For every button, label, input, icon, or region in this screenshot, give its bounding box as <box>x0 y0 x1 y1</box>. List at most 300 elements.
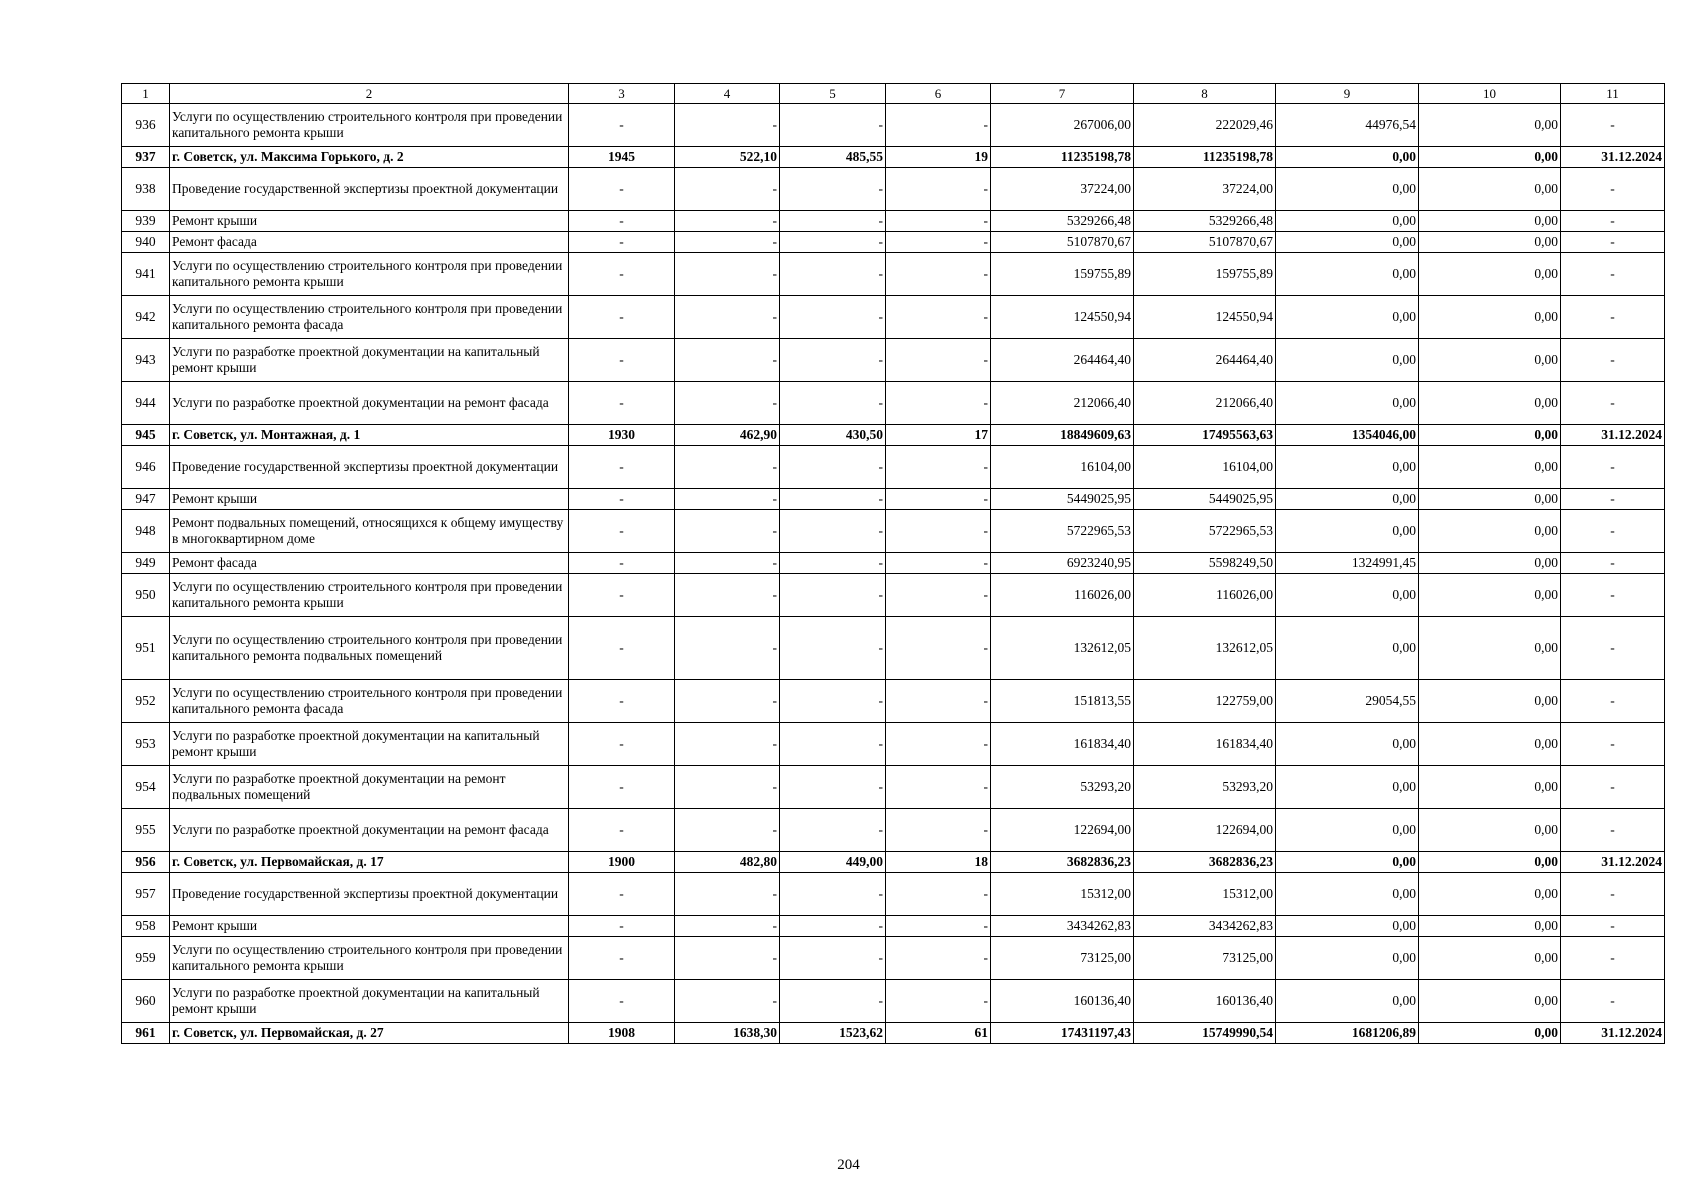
table-row <box>122 723 1665 766</box>
cell-col-3: - <box>569 104 675 147</box>
cell-col-4: - <box>675 253 780 296</box>
cell-col-7: 267006,00 <box>991 104 1134 147</box>
cell-col-4: - <box>675 168 780 211</box>
row-number: 954 <box>122 766 170 809</box>
cell-col-6: - <box>886 553 991 574</box>
table-row <box>122 382 1665 425</box>
work-description: Услуги по разработке проектной документации на капитальный ремонт крыши <box>170 723 569 766</box>
work-description: Услуги по осуществлению строительного контроля при проведении капитального ремонта крыши <box>170 253 569 296</box>
row-number: 959 <box>122 937 170 980</box>
cell-col-11: - <box>1561 873 1665 916</box>
work-description: Ремонт фасада <box>170 553 569 574</box>
cell-col-9: 0,00 <box>1276 232 1419 253</box>
cell-col-5: - <box>780 382 886 425</box>
table-row <box>122 510 1665 553</box>
cell-col-6: - <box>886 296 991 339</box>
cell-col-4: - <box>675 553 780 574</box>
cell-col-6: 61 <box>886 1023 991 1044</box>
cell-col-5: - <box>780 510 886 553</box>
work-description: Услуги по осуществлению строительного контроля при проведении капитального ремонта фасада <box>170 296 569 339</box>
cell-col-10: 0,00 <box>1419 617 1561 680</box>
cell-col-3: - <box>569 296 675 339</box>
table-row <box>122 617 1665 680</box>
row-number: 953 <box>122 723 170 766</box>
cell-col-4: - <box>675 339 780 382</box>
cell-col-8: 116026,00 <box>1134 574 1276 617</box>
row-number: 941 <box>122 253 170 296</box>
cell-col-6: - <box>886 211 991 232</box>
cell-col-4: - <box>675 766 780 809</box>
data-table <box>121 83 1665 1044</box>
cell-col-10: 0,00 <box>1419 937 1561 980</box>
cell-col-9: 0,00 <box>1276 489 1419 510</box>
cell-col-4: - <box>675 446 780 489</box>
cell-col-3: - <box>569 574 675 617</box>
address-row <box>122 852 1665 873</box>
cell-col-9: 0,00 <box>1276 617 1419 680</box>
work-description: Услуги по осуществлению строительного контроля при проведении капитального ремонта крыши <box>170 937 569 980</box>
cell-col-5: - <box>780 339 886 382</box>
row-number: 952 <box>122 680 170 723</box>
cell-col-9: 1324991,45 <box>1276 553 1419 574</box>
cell-col-5: 430,50 <box>780 425 886 446</box>
work-description: Ремонт фасада <box>170 232 569 253</box>
cell-col-5: - <box>780 680 886 723</box>
cell-col-5: - <box>780 296 886 339</box>
column-header: 6 <box>886 84 991 104</box>
cell-col-5: - <box>780 574 886 617</box>
cell-col-11: 31.12.2024 <box>1561 147 1665 168</box>
cell-col-5: - <box>780 489 886 510</box>
cell-col-3: - <box>569 937 675 980</box>
cell-col-3: - <box>569 873 675 916</box>
row-number: 961 <box>122 1023 170 1044</box>
cell-col-3: - <box>569 382 675 425</box>
cell-col-11: - <box>1561 446 1665 489</box>
cell-col-11: - <box>1561 253 1665 296</box>
cell-col-11: - <box>1561 574 1665 617</box>
cell-col-7: 116026,00 <box>991 574 1134 617</box>
work-description: Услуги по разработке проектной документации на ремонт фасада <box>170 382 569 425</box>
work-description: Услуги по осуществлению строительного контроля при проведении капитального ремонта фасада <box>170 680 569 723</box>
cell-col-7: 5107870,67 <box>991 232 1134 253</box>
cell-col-6: - <box>886 723 991 766</box>
cell-col-8: 73125,00 <box>1134 937 1276 980</box>
cell-col-7: 151813,55 <box>991 680 1134 723</box>
cell-col-7: 5449025,95 <box>991 489 1134 510</box>
cell-col-11: 31.12.2024 <box>1561 425 1665 446</box>
work-description: Проведение государственной экспертизы проектной документации <box>170 168 569 211</box>
cell-col-7: 5722965,53 <box>991 510 1134 553</box>
cell-col-9: 44976,54 <box>1276 104 1419 147</box>
cell-col-8: 264464,40 <box>1134 339 1276 382</box>
row-number: 948 <box>122 510 170 553</box>
cell-col-11: - <box>1561 489 1665 510</box>
cell-col-4: - <box>675 211 780 232</box>
cell-col-10: 0,00 <box>1419 296 1561 339</box>
work-description: Услуги по осуществлению строительного контроля при проведении капитального ремонта подвальных помещений <box>170 617 569 680</box>
cell-col-6: - <box>886 809 991 852</box>
cell-col-3: - <box>569 680 675 723</box>
cell-col-9: 0,00 <box>1276 723 1419 766</box>
cell-col-4: - <box>675 104 780 147</box>
work-description: Ремонт крыши <box>170 916 569 937</box>
cell-col-6: - <box>886 104 991 147</box>
work-description: Услуги по осуществлению строительного контроля при проведении капитального ремонта крыши <box>170 104 569 147</box>
cell-col-8: 17495563,63 <box>1134 425 1276 446</box>
cell-col-3: 1930 <box>569 425 675 446</box>
cell-col-10: 0,00 <box>1419 766 1561 809</box>
cell-col-3: - <box>569 211 675 232</box>
cell-col-3: - <box>569 339 675 382</box>
cell-col-8: 15749990,54 <box>1134 1023 1276 1044</box>
cell-col-9: 0,00 <box>1276 382 1419 425</box>
cell-col-5: - <box>780 937 886 980</box>
work-description: Услуги по разработке проектной документации на ремонт фасада <box>170 809 569 852</box>
row-number: 944 <box>122 382 170 425</box>
cell-col-8: 5449025,95 <box>1134 489 1276 510</box>
cell-col-8: 5722965,53 <box>1134 510 1276 553</box>
cell-col-4: - <box>675 680 780 723</box>
cell-col-11: - <box>1561 211 1665 232</box>
cell-col-10: 0,00 <box>1419 680 1561 723</box>
work-description: Услуги по разработке проектной документации на капитальный ремонт крыши <box>170 980 569 1023</box>
cell-col-9: 0,00 <box>1276 873 1419 916</box>
table-row <box>122 296 1665 339</box>
cell-col-4: - <box>675 809 780 852</box>
cell-col-3: 1908 <box>569 1023 675 1044</box>
work-description: г. Советск, ул. Монтажная, д. 1 <box>170 425 569 446</box>
cell-col-7: 73125,00 <box>991 937 1134 980</box>
cell-col-4: - <box>675 916 780 937</box>
cell-col-7: 124550,94 <box>991 296 1134 339</box>
cell-col-6: - <box>886 168 991 211</box>
cell-col-6: - <box>886 339 991 382</box>
cell-col-10: 0,00 <box>1419 382 1561 425</box>
column-header: 9 <box>1276 84 1419 104</box>
cell-col-10: 0,00 <box>1419 446 1561 489</box>
cell-col-4: - <box>675 489 780 510</box>
cell-col-9: 0,00 <box>1276 916 1419 937</box>
cell-col-3: - <box>569 723 675 766</box>
cell-col-5: 1523,62 <box>780 1023 886 1044</box>
row-number: 947 <box>122 489 170 510</box>
table-row <box>122 916 1665 937</box>
cell-col-7: 160136,40 <box>991 980 1134 1023</box>
cell-col-8: 124550,94 <box>1134 296 1276 339</box>
cell-col-7: 3682836,23 <box>991 852 1134 873</box>
table-row <box>122 809 1665 852</box>
row-number: 958 <box>122 916 170 937</box>
cell-col-6: - <box>886 489 991 510</box>
cell-col-5: - <box>780 809 886 852</box>
column-header: 1 <box>122 84 170 104</box>
address-row <box>122 425 1665 446</box>
column-number-header-row <box>122 84 1665 104</box>
cell-col-7: 122694,00 <box>991 809 1134 852</box>
cell-col-9: 0,00 <box>1276 253 1419 296</box>
cell-col-4: - <box>675 510 780 553</box>
cell-col-9: 0,00 <box>1276 296 1419 339</box>
cell-col-10: 0,00 <box>1419 510 1561 553</box>
cell-col-4: - <box>675 937 780 980</box>
cell-col-5: 485,55 <box>780 147 886 168</box>
work-description: г. Советск, ул. Максима Горького, д. 2 <box>170 147 569 168</box>
cell-col-6: - <box>886 574 991 617</box>
table-row <box>122 489 1665 510</box>
cell-col-3: - <box>569 446 675 489</box>
cell-col-8: 53293,20 <box>1134 766 1276 809</box>
row-number: 946 <box>122 446 170 489</box>
cell-col-7: 6923240,95 <box>991 553 1134 574</box>
cell-col-10: 0,00 <box>1419 723 1561 766</box>
table-body <box>122 84 1665 1044</box>
address-row <box>122 1023 1665 1044</box>
column-header: 5 <box>780 84 886 104</box>
cell-col-9: 0,00 <box>1276 147 1419 168</box>
page-number: 204 <box>837 1157 860 1173</box>
cell-col-3: - <box>569 253 675 296</box>
cell-col-4: 462,90 <box>675 425 780 446</box>
cell-col-5: - <box>780 168 886 211</box>
cell-col-11: - <box>1561 916 1665 937</box>
cell-col-11: - <box>1561 553 1665 574</box>
cell-col-9: 0,00 <box>1276 852 1419 873</box>
cell-col-10: 0,00 <box>1419 1023 1561 1044</box>
work-description: Проведение государственной экспертизы проектной документации <box>170 446 569 489</box>
cell-col-10: 0,00 <box>1419 574 1561 617</box>
row-number: 936 <box>122 104 170 147</box>
cell-col-4: 482,80 <box>675 852 780 873</box>
cell-col-7: 18849609,63 <box>991 425 1134 446</box>
cell-col-8: 5107870,67 <box>1134 232 1276 253</box>
cell-col-10: 0,00 <box>1419 873 1561 916</box>
cell-col-10: 0,00 <box>1419 852 1561 873</box>
cell-col-6: - <box>886 873 991 916</box>
column-header: 8 <box>1134 84 1276 104</box>
cell-col-9: 0,00 <box>1276 168 1419 211</box>
cell-col-4: - <box>675 873 780 916</box>
cell-col-3: - <box>569 617 675 680</box>
cell-col-11: - <box>1561 168 1665 211</box>
row-number: 955 <box>122 809 170 852</box>
cell-col-3: - <box>569 766 675 809</box>
cell-col-9: 0,00 <box>1276 446 1419 489</box>
cell-col-3: - <box>569 553 675 574</box>
cell-col-5: - <box>780 980 886 1023</box>
column-header: 7 <box>991 84 1134 104</box>
cell-col-5: - <box>780 916 886 937</box>
row-number: 938 <box>122 168 170 211</box>
row-number: 939 <box>122 211 170 232</box>
cell-col-9: 0,00 <box>1276 766 1419 809</box>
cell-col-6: - <box>886 446 991 489</box>
cell-col-10: 0,00 <box>1419 104 1561 147</box>
cell-col-8: 212066,40 <box>1134 382 1276 425</box>
table-row <box>122 680 1665 723</box>
cell-col-6: 18 <box>886 852 991 873</box>
cell-col-3: - <box>569 809 675 852</box>
cell-col-8: 122694,00 <box>1134 809 1276 852</box>
cell-col-9: 0,00 <box>1276 574 1419 617</box>
row-number: 960 <box>122 980 170 1023</box>
cell-col-10: 0,00 <box>1419 980 1561 1023</box>
cell-col-3: - <box>569 232 675 253</box>
table-row <box>122 339 1665 382</box>
cell-col-11: 31.12.2024 <box>1561 1023 1665 1044</box>
cell-col-8: 37224,00 <box>1134 168 1276 211</box>
cell-col-11: - <box>1561 296 1665 339</box>
cell-col-10: 0,00 <box>1419 916 1561 937</box>
cell-col-5: - <box>780 553 886 574</box>
cell-col-6: 19 <box>886 147 991 168</box>
cell-col-7: 132612,05 <box>991 617 1134 680</box>
cell-col-8: 132612,05 <box>1134 617 1276 680</box>
table-row <box>122 980 1665 1023</box>
cell-col-8: 5598249,50 <box>1134 553 1276 574</box>
table-row <box>122 232 1665 253</box>
cell-col-10: 0,00 <box>1419 232 1561 253</box>
table-row <box>122 937 1665 980</box>
cell-col-11: - <box>1561 766 1665 809</box>
cell-col-11: - <box>1561 680 1665 723</box>
cell-col-4: - <box>675 296 780 339</box>
cell-col-10: 0,00 <box>1419 253 1561 296</box>
column-header: 3 <box>569 84 675 104</box>
table-row <box>122 104 1665 147</box>
cell-col-9: 0,00 <box>1276 510 1419 553</box>
cell-col-7: 212066,40 <box>991 382 1134 425</box>
cell-col-4: - <box>675 980 780 1023</box>
cell-col-5: - <box>780 873 886 916</box>
cell-col-4: - <box>675 574 780 617</box>
cell-col-9: 0,00 <box>1276 937 1419 980</box>
cell-col-9: 0,00 <box>1276 809 1419 852</box>
cell-col-10: 0,00 <box>1419 147 1561 168</box>
work-description: Ремонт крыши <box>170 489 569 510</box>
cell-col-8: 16104,00 <box>1134 446 1276 489</box>
cell-col-7: 3434262,83 <box>991 916 1134 937</box>
cell-col-9: 0,00 <box>1276 980 1419 1023</box>
cell-col-9: 1354046,00 <box>1276 425 1419 446</box>
cell-col-5: - <box>780 211 886 232</box>
cell-col-6: - <box>886 617 991 680</box>
cell-col-3: - <box>569 916 675 937</box>
table-row <box>122 873 1665 916</box>
cell-col-5: - <box>780 104 886 147</box>
row-number: 950 <box>122 574 170 617</box>
work-description: Ремонт подвальных помещений, относящихся к общему имуществу в многоквартирном доме <box>170 510 569 553</box>
cell-col-8: 3682836,23 <box>1134 852 1276 873</box>
cell-col-6: - <box>886 253 991 296</box>
cell-col-8: 161834,40 <box>1134 723 1276 766</box>
cell-col-5: 449,00 <box>780 852 886 873</box>
cell-col-5: - <box>780 253 886 296</box>
cell-col-6: - <box>886 680 991 723</box>
cell-col-3: - <box>569 168 675 211</box>
row-number: 937 <box>122 147 170 168</box>
table-row <box>122 553 1665 574</box>
cell-col-11: - <box>1561 104 1665 147</box>
cell-col-4: - <box>675 617 780 680</box>
column-header: 10 <box>1419 84 1561 104</box>
cell-col-11: - <box>1561 510 1665 553</box>
column-header: 2 <box>170 84 569 104</box>
table-row <box>122 211 1665 232</box>
column-header: 11 <box>1561 84 1665 104</box>
cell-col-9: 0,00 <box>1276 211 1419 232</box>
row-number: 940 <box>122 232 170 253</box>
work-description: г. Советск, ул. Первомайская, д. 17 <box>170 852 569 873</box>
cell-col-4: 1638,30 <box>675 1023 780 1044</box>
cell-col-7: 17431197,43 <box>991 1023 1134 1044</box>
table-row <box>122 574 1665 617</box>
cell-col-5: - <box>780 232 886 253</box>
table-row <box>122 253 1665 296</box>
cell-col-7: 15312,00 <box>991 873 1134 916</box>
cell-col-3: - <box>569 489 675 510</box>
cell-col-10: 0,00 <box>1419 211 1561 232</box>
cell-col-5: - <box>780 446 886 489</box>
cell-col-8: 3434262,83 <box>1134 916 1276 937</box>
cell-col-7: 5329266,48 <box>991 211 1134 232</box>
table-row <box>122 446 1665 489</box>
cell-col-10: 0,00 <box>1419 168 1561 211</box>
cell-col-11: - <box>1561 809 1665 852</box>
cell-col-11: - <box>1561 937 1665 980</box>
cell-col-6: - <box>886 916 991 937</box>
address-row <box>122 147 1665 168</box>
cell-col-8: 160136,40 <box>1134 980 1276 1023</box>
cell-col-7: 53293,20 <box>991 766 1134 809</box>
cell-col-11: - <box>1561 980 1665 1023</box>
cell-col-7: 37224,00 <box>991 168 1134 211</box>
row-number: 957 <box>122 873 170 916</box>
cell-col-7: 161834,40 <box>991 723 1134 766</box>
row-number: 943 <box>122 339 170 382</box>
cell-col-3: - <box>569 510 675 553</box>
cell-col-8: 5329266,48 <box>1134 211 1276 232</box>
table-row <box>122 766 1665 809</box>
row-number: 949 <box>122 553 170 574</box>
cell-col-5: - <box>780 723 886 766</box>
work-description: Проведение государственной экспертизы проектной документации <box>170 873 569 916</box>
cell-col-11: - <box>1561 382 1665 425</box>
cell-col-7: 16104,00 <box>991 446 1134 489</box>
cell-col-3: - <box>569 980 675 1023</box>
column-header: 4 <box>675 84 780 104</box>
row-number: 956 <box>122 852 170 873</box>
cell-col-9: 0,00 <box>1276 339 1419 382</box>
cell-col-11: 31.12.2024 <box>1561 852 1665 873</box>
work-description: Услуги по осуществлению строительного контроля при проведении капитального ремонта крыши <box>170 574 569 617</box>
cell-col-3: 1900 <box>569 852 675 873</box>
work-description: Услуги по разработке проектной документации на капитальный ремонт крыши <box>170 339 569 382</box>
cell-col-4: - <box>675 723 780 766</box>
cell-col-9: 29054,55 <box>1276 680 1419 723</box>
cell-col-7: 159755,89 <box>991 253 1134 296</box>
cell-col-10: 0,00 <box>1419 489 1561 510</box>
row-number: 942 <box>122 296 170 339</box>
cell-col-11: - <box>1561 723 1665 766</box>
cell-col-10: 0,00 <box>1419 425 1561 446</box>
cell-col-3: 1945 <box>569 147 675 168</box>
row-number: 951 <box>122 617 170 680</box>
table-row <box>122 168 1665 211</box>
cell-col-4: - <box>675 382 780 425</box>
cell-col-6: - <box>886 382 991 425</box>
cell-col-6: 17 <box>886 425 991 446</box>
